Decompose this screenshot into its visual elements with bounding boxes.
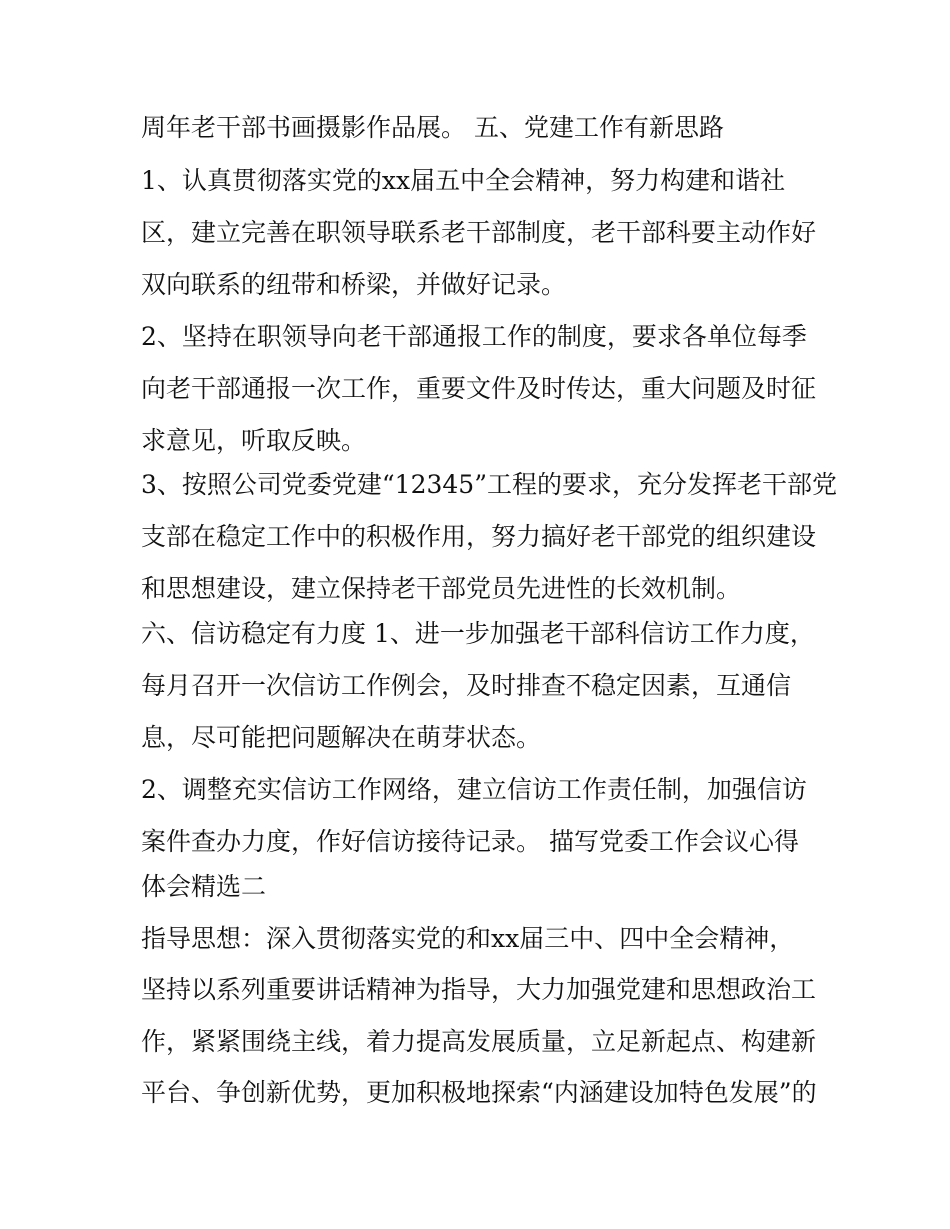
text-line: 2、坚持在职领导向老干部通报工作的制度，要求各单位每季 <box>141 322 807 351</box>
text-line: 指导思想：深入贯彻落实党的和xx届三中、四中全会精神， <box>141 924 795 953</box>
text-line: 周年老干部书画摄影作品展。 五、党建工作有新思路 <box>141 113 724 142</box>
text-line: 体会精选二 <box>141 872 267 901</box>
text-line: 案件查办力度，作好信访接待记录。 描写党委工作会议心得 <box>141 827 799 856</box>
text-line: 区，建立完善在职领导联系老干部制度，老干部科要主动作好 <box>141 218 817 247</box>
text-line: 作，紧紧围绕主线，着力提高发展质量，立足新起点、构建新 <box>141 1027 817 1056</box>
text-line: 向老干部通报一次工作，重要文件及时传达，重大问题及时征 <box>141 374 817 403</box>
text-line: 求意见，听取反映。 <box>141 426 367 455</box>
text-line: 平台、争创新优势，更加积极地探索“内涵建设加特色发展”的 <box>141 1078 817 1107</box>
text-line: 每月召开一次信访工作例会，及时排查不稳定因素，互通信 <box>141 671 792 700</box>
text-line: 支部在稳定工作中的积极作用，努力搞好老干部党的组织建设 <box>141 522 817 551</box>
text-line: 和思想建设，建立保持老干部党员先进性的长效机制。 <box>141 574 742 603</box>
text-line: 坚持以系列重要讲话精神为指导，大力加强党建和思想政治工 <box>141 975 817 1004</box>
text-line: 1、认真贯彻落实党的xx届五中全会精神，努力构建和谐社 <box>141 166 786 195</box>
text-line: 2、调整充实信访工作网络，建立信访工作责任制，加强信访 <box>141 775 807 804</box>
text-line: 双向联系的纽带和桥梁，并做好记录。 <box>141 270 567 299</box>
text-line: 3、按照公司党委党建“12345”工程的要求，充分发挥老干部党 <box>141 470 837 499</box>
text-line: 息，尽可能把问题解决在萌芽状态。 <box>141 723 542 752</box>
text-line: 六、信访稳定有力度 1、进一步加强老干部科信访工作力度， <box>141 619 815 648</box>
